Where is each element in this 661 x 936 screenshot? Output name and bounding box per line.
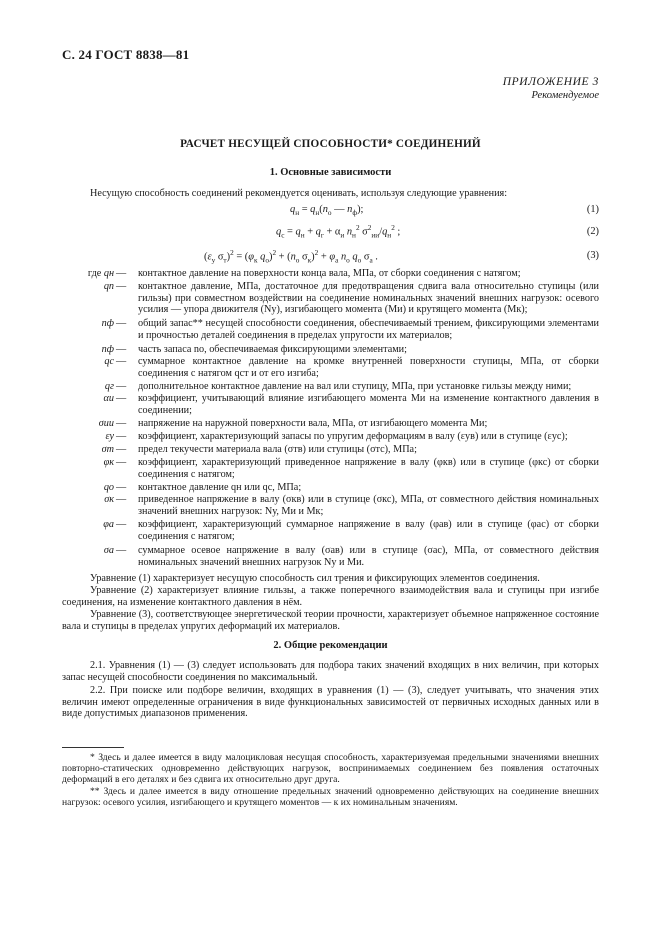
- equation-2-number: (2): [586, 226, 599, 237]
- section-1-heading: 1. Основные зависимости: [269, 167, 392, 178]
- where-prefix: где: [87, 268, 102, 279]
- definition-item: φк — коэффициент, характеризующий приведенное напряжение в валу (φкв) или в ступице (φкс) от сборки соединения с натягом;: [62, 457, 599, 480]
- definition-symbol: αи: [103, 393, 114, 404]
- section-2-heading: 2. Общие рекомендации: [273, 640, 388, 651]
- definition-item: εу — коэффициент, характеризующий запасы по упругим деформациям в валу (εув) или в ступице (εус);: [62, 431, 599, 443]
- equation-2: $q_с = q_н + q_г + \alpha_и$ $n_н^2$ $\sigma^2_{ии}/q_н^2$ ;: [276, 224, 401, 240]
- definition-text: контактное давление на поверхности конца вала, МПа, от сборки соединения с натягом;: [138, 268, 521, 279]
- definition-symbol: σии: [98, 418, 114, 429]
- definition-item: σии — напряжение на наружной поверхности вала, МПа, от изгибающего момента Mи;: [62, 418, 599, 430]
- appendix-status: Рекомендуемое: [531, 90, 599, 101]
- definition-symbol: εу: [105, 431, 114, 442]
- footnote-divider: [62, 747, 124, 748]
- definition-text: дополнительное контактное давление на вал или ступицу, МПа, при установке гильзы между ними;: [138, 381, 572, 392]
- equation-3-number: (3): [586, 250, 599, 261]
- definition-item: nф — общий запас** несущей способности соединения, обеспечиваемый трением, фиксирующими элементами и прочностью деталей соединения в пределах упругости их материалов;: [62, 318, 599, 341]
- definition-item: qп — контактное давление, МПа, достаточное для предотвращения сдвига вала относительно ступицы (или гильзы) при совместном воздействии на соединение номинальных значений внешних нагрузок: осевого усилия — упора движителя (Nу), изгибающего момента (Mи) и крутящего момента (Mк);: [62, 281, 599, 316]
- definition-text: коэффициент, учитывающий влияние изгибающего момента Mи на изменение контактного давления в соединении;: [138, 393, 599, 416]
- definition-symbol: qп: [103, 281, 114, 292]
- definition-text: общий запас** несущей способности соединения, обеспечиваемый трением, фиксирующими элементами и прочностью деталей соединения в пределах упругости их материалов;: [138, 318, 599, 341]
- recommendation-1: 2.1. Уравнения (1) — (3) следует использовать для подбора таких значений входящих в них величин, при которых запас несущей способности соединения nо максимальный.: [62, 660, 599, 683]
- equation-1-number: (1): [586, 204, 599, 215]
- definition-text: часть запаса nо, обеспечиваемая фиксирующими элементами;: [138, 344, 407, 355]
- equation-note-3: Уравнение (3), соответствующее энергетической теории прочности, характеризует объемное напряженное состояние вала и ступицы в пределах упругих деформаций их материалов.: [62, 609, 599, 632]
- definition-symbol: φк: [103, 457, 114, 468]
- footnote-2: ** Здесь и далее имеется в виду отношение предельных значений одновременно действующих на соединение внешних нагрузок: осевого усилия, изгибающего и крутящего моментов — к их номинальным значениям.: [62, 786, 599, 809]
- definition-text: коэффициент, характеризующий приведенное напряжение в валу (φкв) или в ступице (φкс) от сборки соединения с натягом;: [138, 457, 599, 480]
- definition-text: суммарное контактное давление на кромке внутренней поверхности ступицы, МПа, от сборки соединения с натягом qст и от его изгиба;: [138, 356, 599, 379]
- definition-item: φа — коэффициент, характеризующий суммарное напряжение в валу (φав) или в ступице (φас) от сборки соединения с натягом;: [62, 519, 599, 542]
- definition-text: предел текучести материала вала (σтв) или ступицы (σтс), МПа;: [138, 444, 417, 455]
- definition-item: qс — суммарное контактное давление на кромке внутренней поверхности ступицы, МПа, от сборки соединения с натягом qст и от его изгиба;: [62, 356, 599, 379]
- definition-item: qг — дополнительное контактное давление на вал или ступицу, МПа, при установке гильзы между ними;: [62, 381, 599, 393]
- equation-note-1: Уравнение (1) характеризует несущую способность сил трения и фиксирующих элементов соединения.: [90, 573, 540, 584]
- definition-text: коэффициент, характеризующий суммарное напряжение в валу (φав) или в ступице (φас) от сборки соединения с натягом;: [138, 519, 599, 542]
- definition-item: qо — контактное давление qн или qс, МПа;: [62, 482, 599, 494]
- appendix-block: [503, 76, 599, 102]
- equation-1: $q_н = q_н(n_о$ — $n_ф$);: [290, 204, 364, 218]
- definition-symbol: σк: [104, 494, 114, 505]
- page-header: С. 24 ГОСТ 8838—81: [62, 47, 190, 62]
- definition-item: αи — коэффициент, учитывающий влияние изгибающего момента Mи на изменение контактного давления в соединении;: [62, 393, 599, 416]
- definition-item: σа — суммарное осевое напряжение в валу (σав) или в ступице (σас), МПа, от совместного действия номинальных значений внешних нагрузок Nу и Mи.: [62, 545, 599, 568]
- intro-paragraph: Несущую способность соединений рекомендуется оценивать, используя следующие уравнения:: [90, 188, 508, 199]
- definition-symbol: qг: [104, 381, 114, 392]
- definition-text: контактное давление qн или qс, МПа;: [138, 482, 302, 493]
- definition-text: контактное давление, МПа, достаточное для предотвращения сдвига вала относительно ступицы (или гильзы) при совместном воздействии на соединение номинальных значений внешних нагрузок: осевого усилия — упора движителя (Nу), изгибающего момента (Mи) и крутящего момента (Mк);: [138, 281, 599, 316]
- definition-item: где qн — контактное давление на поверхности конца вала, МПа, от сборки соединения с натягом;: [62, 268, 599, 280]
- definition-symbol: φа: [103, 519, 114, 530]
- definition-symbol: σт: [101, 444, 114, 455]
- definition-text: коэффициент, характеризующий запасы по упругим деформациям в валу (εув) или в ступице (εус);: [138, 431, 568, 442]
- definition-text: приведенное напряжение в валу (σкв) или в ступице (σкс), МПа, от совместного действия номинальных значений внешних нагрузок: Nу, Mи и Mк;: [138, 494, 599, 517]
- definition-symbol: qн: [103, 268, 114, 279]
- definition-text: напряжение на наружной поверхности вала, МПа, от изгибающего момента Mи;: [138, 418, 488, 429]
- recommendation-2: 2.2. При поиске или подборе величин, входящих в уравнения (1) — (3), следует учитывать, что значения этих величин имеют определенные ограничения в виде функциональных зависимостей от первичных исходных данных или в виде допустимых диапазонов применения.: [62, 685, 599, 720]
- equation-note-2: Уравнение (2) характеризует влияние гильзы, а также поперечного взаимодействия вала и ступицы при изгибе соединения, на изменение контактного давления в нём.: [62, 585, 599, 608]
- definition-symbol: qс: [104, 356, 114, 367]
- document-title: РАСЧЕТ НЕСУЩЕЙ СПОСОБНОСТИ* СОЕДИНЕНИЙ: [180, 138, 481, 150]
- definition-item: σк — приведенное напряжение в валу (σкв) или в ступице (σкс), МПа, от совместного действия номинальных значений внешних нагрузок: Nу, Mи и Mк;: [62, 494, 599, 517]
- footnote-1: * Здесь и далее имеется в виду малоцикловая несущая способность, характеризуемая предельными значениями внешних повторно-статических одновременно действующих нагрузок, воспринимаемых соединением без появления остаточных деформаций в его деталях и без сдвига их относительно друг друга.: [62, 752, 599, 786]
- appendix-label: ПРИЛОЖЕНИЕ 3: [502, 76, 599, 88]
- definition-item: σт — предел текучести материала вала (σтв) или ступицы (σтс), МПа;: [62, 444, 599, 456]
- definition-text: суммарное осевое напряжение в валу (σав) или в ступице (σас), МПа, от совместного действия номинальных значений внешних нагрузок Nу и Mи.: [138, 545, 599, 568]
- definition-item: nф — часть запаса nо, обеспечиваемая фиксирующими элементами;: [62, 344, 599, 356]
- equation-3: ($\varepsilon_у$ $\sigma_т)^2 = (\varphi_к$ $q_о)^2 + (n_о$ $\sigma_к)^2 + \varphi_а$ $n_о$ $q_о$ $\sigma_а$ .: [204, 249, 378, 265]
- definition-symbol: σа: [103, 545, 114, 556]
- definition-symbol: nф: [101, 318, 114, 329]
- definition-symbol: qо: [103, 482, 114, 493]
- definition-symbol: nф: [101, 344, 114, 355]
